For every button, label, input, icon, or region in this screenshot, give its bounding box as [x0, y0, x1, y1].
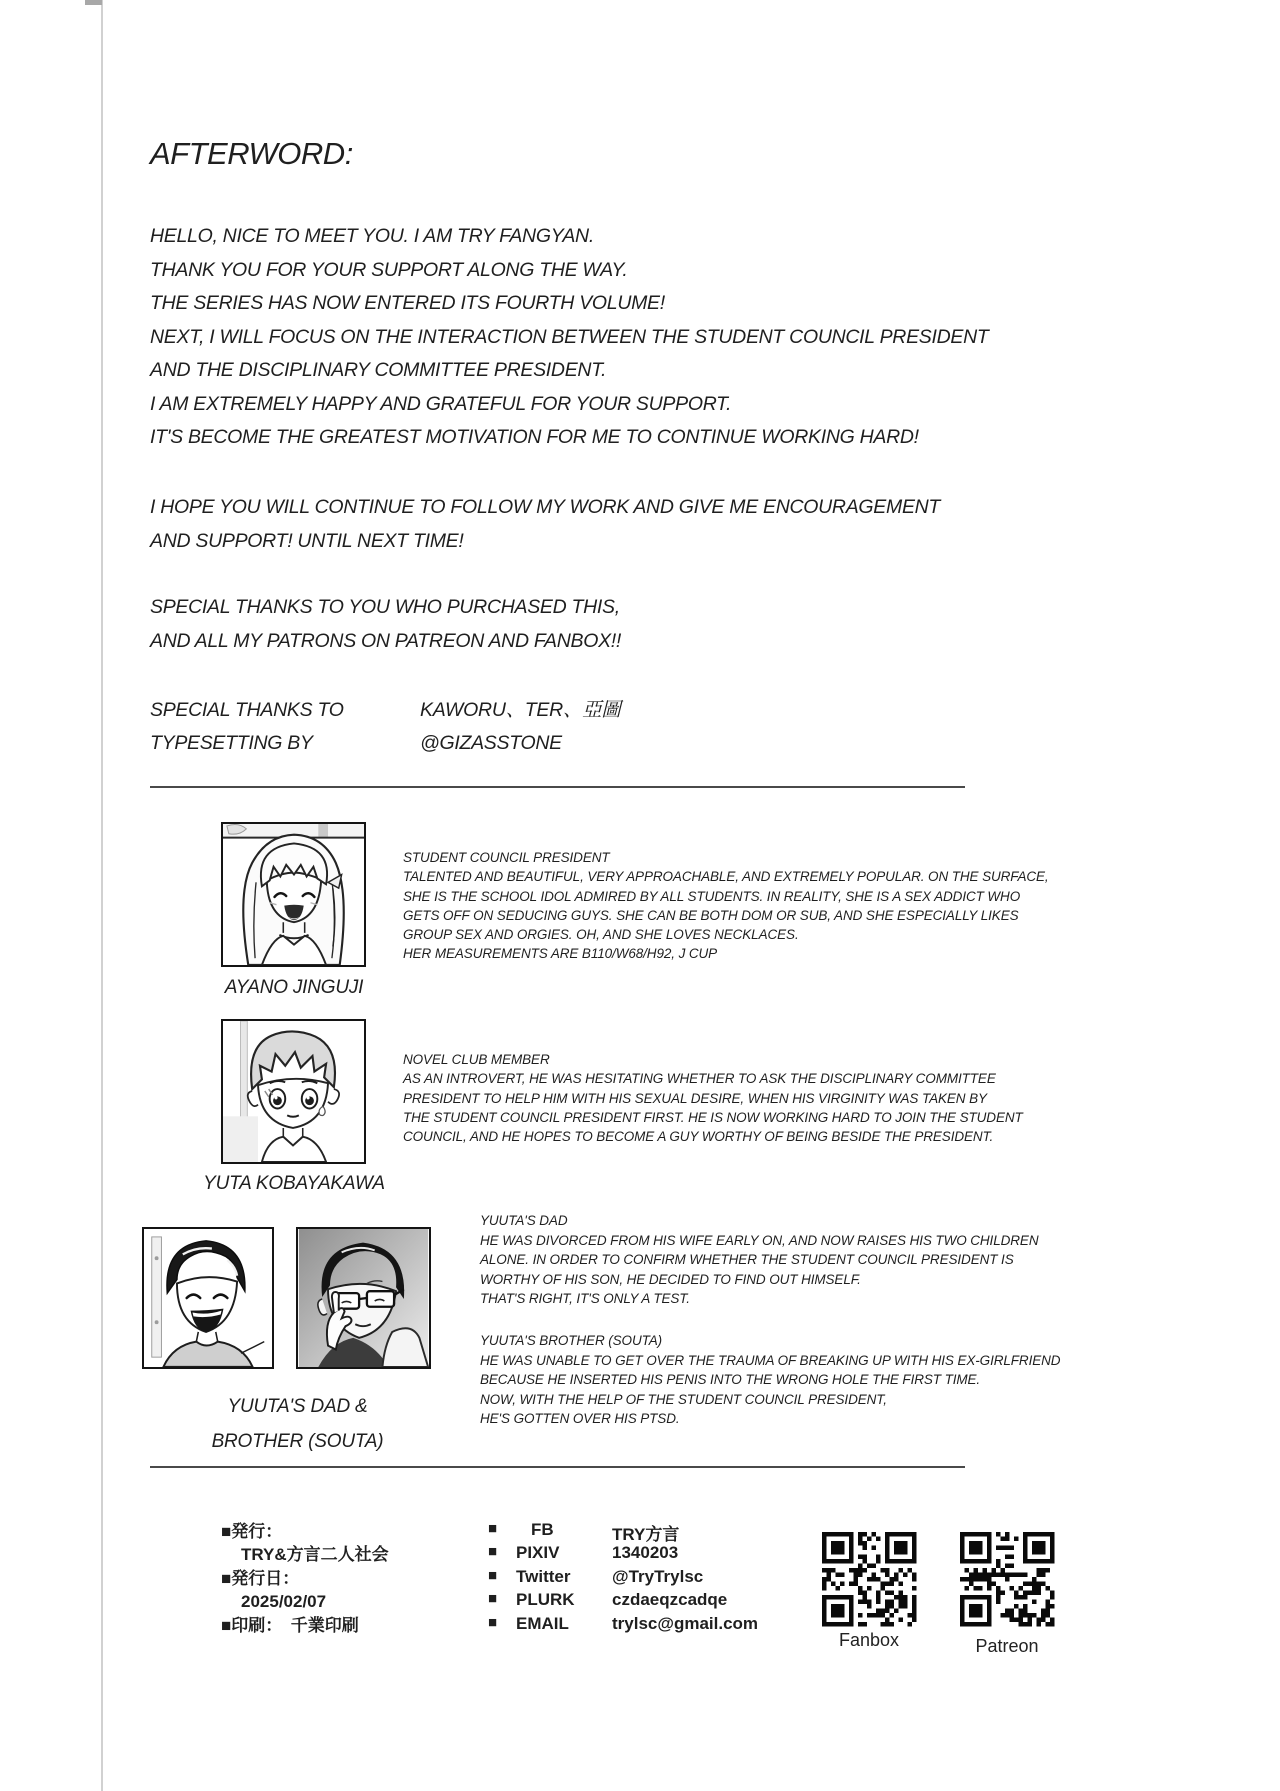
publish-date-value: 2025/02/07	[241, 1592, 327, 1612]
profile-line: STUDENT COUNCIL PRESIDENT	[403, 850, 610, 865]
profile-line: GROUP SEX AND ORGIES. OH, AND SHE LOVES NECKLACES.	[403, 927, 799, 943]
yuta-portrait-image	[221, 1019, 366, 1164]
social-value: TRY方言	[612, 1525, 680, 1544]
social-value: @TryTrylsc	[612, 1566, 704, 1586]
ayano-name-label: AYANO JINGUJI	[224, 977, 364, 998]
ayano-profile-text	[403, 848, 1049, 964]
social-value: czdaeqzcadqe	[612, 1590, 728, 1610]
profile-line: BECAUSE HE INSERTED HIS PENIS INTO THE WRONG HOLE THE FIRST TIME.	[480, 1372, 981, 1388]
bullet-square-icon: ■	[488, 1613, 498, 1631]
page-title: AFTERWORD:	[150, 136, 353, 171]
profile-line: HE WAS UNABLE TO GET OVER THE TRAUMA OF BREAKING UP WITH HIS EX-GIRLFRIEND	[480, 1352, 1061, 1368]
profile-line: AS AN INTROVERT, HE WAS HESITATING WHETHER TO ASK THE DISCIPLINARY COMMITTEE	[403, 1071, 996, 1087]
family-name-line-1: YUUTA'S DAD &	[227, 1396, 368, 1417]
profile-line: YUUTA'S BROTHER (SOUTA)	[480, 1333, 663, 1348]
bullet-square-icon: ■	[488, 1590, 498, 1608]
dad-profile-text	[480, 1211, 1038, 1309]
profile-line: HER MEASUREMENTS ARE B110/W68/H92, J CUP	[403, 946, 718, 962]
profile-line: PRESIDENT TO HELP HIM WITH HIS SEXUAL DESIRE, WHEN HIS VIRGINITY WAS TAKEN BY	[403, 1090, 987, 1106]
profile-line: TALENTED AND BEAUTIFUL, VERY APPROACHABLE, AND EXTREMELY POPULAR. ON THE SURFACE,	[403, 869, 1049, 885]
afterword-line: THE SERIES HAS NOW ENTERED ITS FOURTH VOLUME!	[150, 292, 665, 314]
social-label: EMAIL	[516, 1613, 569, 1633]
afterword-paragraph-2	[150, 491, 940, 558]
profile-line: HE WAS DIVORCED FROM HIS WIFE EARLY ON, AND NOW RAISES HIS TWO CHILDREN	[480, 1232, 1039, 1248]
typesetting-row	[150, 727, 562, 760]
profile-line: ALONE. IN ORDER TO CONFIRM WHETHER THE STUDENT COUNCIL PRESIDENT IS	[480, 1252, 1014, 1268]
afterword-line: AND THE DISCIPLINARY COMMITTEE PRESIDENT.	[150, 359, 607, 381]
section-divider-bottom	[150, 1466, 965, 1468]
afterword-line: AND ALL MY PATRONS ON PATREON AND FANBOX!!	[150, 629, 622, 652]
family-name-label	[150, 1389, 445, 1459]
brother-profile-text	[480, 1331, 1060, 1429]
afterword-line: THANK YOU FOR YOUR SUPPORT ALONG THE WAY.	[150, 258, 628, 281]
fanbox-qr-code	[822, 1532, 917, 1627]
profile-line: GETS OFF ON SEDUCING GUYS. SHE CAN BE BOTH DOM OR SUB, AND SHE ESPECIALLY LIKES	[403, 907, 1019, 923]
bullet-square-icon: ■	[488, 1566, 498, 1584]
ayano-portrait-image	[221, 822, 366, 967]
publish-date-label: ■発行日：	[221, 1568, 300, 1588]
yuta-profile-text	[403, 1050, 1023, 1146]
patreon-qr-label: Patreon	[975, 1636, 1039, 1656]
typesetting-value: @GIZASSTONE	[420, 731, 562, 754]
patreon-qr-code	[960, 1532, 1055, 1627]
afterword-line: HELLO, NICE TO MEET YOU. I AM TRY FANGYAN.	[150, 225, 594, 247]
bullet-square-icon: ■	[488, 1543, 498, 1561]
bullet-square-icon: ■	[488, 1520, 498, 1537]
profile-line: NOVEL CLUB MEMBER	[403, 1052, 550, 1067]
afterword-line: I HOPE YOU WILL CONTINUE TO FOLLOW MY WORK AND GIVE ME ENCOURAGEMENT	[150, 496, 941, 518]
credits-block	[150, 694, 621, 759]
printer-line: ■印刷： 千業印刷	[221, 1615, 359, 1635]
profile-line: HE'S GOTTEN OVER HIS PTSD.	[480, 1411, 680, 1427]
social-label: FB	[531, 1520, 554, 1539]
profile-line: THE STUDENT COUNCIL PRESIDENT FIRST. HE IS NOW WORKING HARD TO JOIN THE STUDENT	[403, 1109, 1023, 1125]
afterword-line: SPECIAL THANKS TO YOU WHO PURCHASED THIS,	[150, 596, 620, 618]
afterword-paragraph-1	[150, 220, 989, 455]
profile-line: COUNCIL, AND HE HOPES TO BECOME A GUY WORTHY OF BEING BESIDE THE PRESIDENT.	[403, 1129, 994, 1145]
afterword-line: NEXT, I WILL FOCUS ON THE INTERACTION BETWEEN THE STUDENT COUNCIL PRESIDENT	[150, 325, 989, 348]
special-thanks-value: KAWORU、TER、亞圖	[420, 699, 621, 721]
publisher-label: ■発行：	[221, 1522, 283, 1541]
afterword-line: IT'S BECOME THE GREATEST MOTIVATION FOR ME TO CONTINUE WORKING HARD!	[150, 426, 919, 448]
afterword-line: AND SUPPORT! UNTIL NEXT TIME!	[150, 529, 464, 552]
special-thanks-label: SPECIAL THANKS TO	[150, 699, 344, 721]
profile-line: NOW, WITH THE HELP OF THE STUDENT COUNCIL PRESIDENT,	[480, 1391, 887, 1407]
special-thanks-row	[150, 694, 621, 727]
scan-artifact-corner	[85, 0, 102, 5]
family-name-line-2: BROTHER (SOUTA)	[211, 1431, 384, 1452]
social-value: 1340203	[612, 1543, 679, 1563]
profile-line: WORTHY OF HIS SON, HE DECIDED TO FIND OUT HIMSELF.	[480, 1271, 861, 1287]
profile-line: THAT'S RIGHT, IT'S ONLY A TEST.	[480, 1291, 690, 1307]
social-value: trylsc@gmail.com	[612, 1613, 759, 1633]
fanbox-qr-label: Fanbox	[838, 1630, 900, 1650]
typesetting-label: TYPESETTING BY	[150, 731, 313, 754]
profile-line: YUUTA'S DAD	[480, 1213, 568, 1228]
profile-line: SHE IS THE SCHOOL IDOL ADMIRED BY ALL STUDENTS. IN REALITY, SHE IS A SEX ADDICT WHO	[403, 888, 1021, 904]
afterword-line: I AM EXTREMELY HAPPY AND GRATEFUL FOR YOUR SUPPORT.	[150, 392, 732, 415]
brother-portrait-image	[296, 1227, 431, 1369]
social-label: PIXIV	[516, 1543, 560, 1563]
publication-info	[221, 1520, 389, 1637]
dad-portrait-image	[142, 1227, 274, 1369]
section-divider-top	[150, 786, 965, 788]
yuta-name-label: YUTA KOBAYAKAWA	[203, 1173, 385, 1194]
afterword-paragraph-3	[150, 591, 621, 658]
publisher-value: TRY&方言二人社会	[241, 1545, 389, 1565]
scan-artifact-line	[101, 0, 103, 1791]
social-label: Twitter	[516, 1566, 571, 1586]
social-label: PLURK	[516, 1590, 575, 1610]
